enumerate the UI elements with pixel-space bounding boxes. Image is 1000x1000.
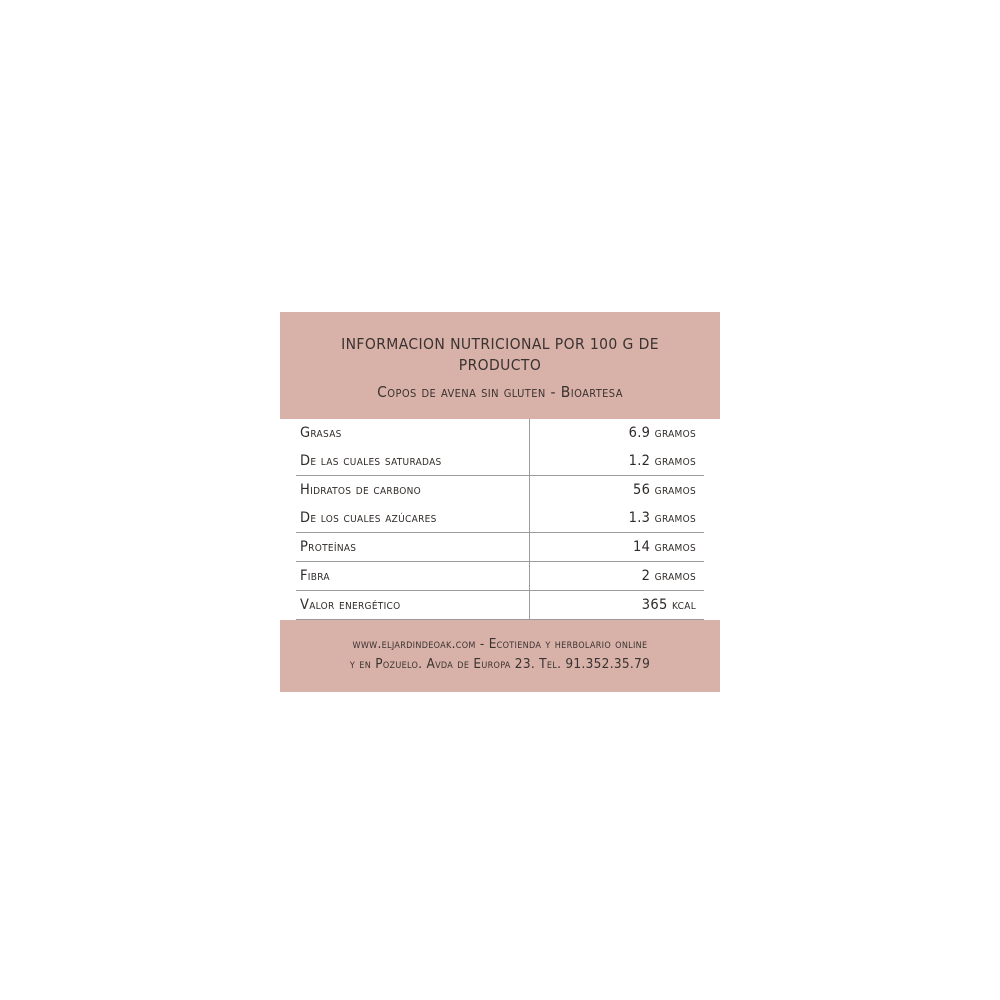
- nutrient-label: Valor energético: [296, 590, 530, 619]
- nutrient-value: 2 gramos: [530, 561, 704, 590]
- nutrient-label: De las cuales saturadas: [296, 447, 530, 476]
- table-row: [296, 475, 704, 504]
- nutrient-value: 1.3 gramos: [530, 504, 704, 533]
- nutrition-table-panel: [280, 419, 720, 620]
- table-row: [296, 419, 704, 447]
- nutrient-label: Fibra: [296, 561, 530, 590]
- table-row: [296, 447, 704, 476]
- card-header: [280, 312, 720, 419]
- nutrient-value: 365 kcal: [530, 590, 704, 619]
- nutrient-value: 1.2 gramos: [530, 447, 704, 476]
- nutrient-value: 14 gramos: [530, 532, 704, 561]
- nutrition-table: [296, 419, 704, 620]
- table-row: [296, 590, 704, 619]
- table-row: [296, 561, 704, 590]
- nutrient-label: Hidratos de carbono: [296, 475, 530, 504]
- product-name: Copos de avena sin gluten - Bioartesa: [377, 382, 623, 401]
- footer-website-line: www.eljardindeoak.com - Ecotienda y herbolario online: [352, 635, 648, 652]
- footer-address-line: y en Pozuelo. Avda de Europa 23. Tel. 91.352.35.79: [349, 656, 651, 673]
- nutrient-label: Grasas: [296, 419, 530, 447]
- nutrient-value: 6.9 gramos: [530, 419, 704, 447]
- nutrient-label: De los cuales azúcares: [296, 504, 530, 533]
- table-row: [296, 532, 704, 561]
- card-footer: [280, 620, 720, 693]
- nutrient-value: 56 gramos: [530, 475, 704, 504]
- table-row: [296, 504, 704, 533]
- page-title: INFORMACION NUTRICIONAL POR 100 G DE PRODUCTO: [341, 335, 659, 374]
- nutrient-label: Proteínas: [296, 532, 530, 561]
- nutrition-information-card: [280, 312, 720, 692]
